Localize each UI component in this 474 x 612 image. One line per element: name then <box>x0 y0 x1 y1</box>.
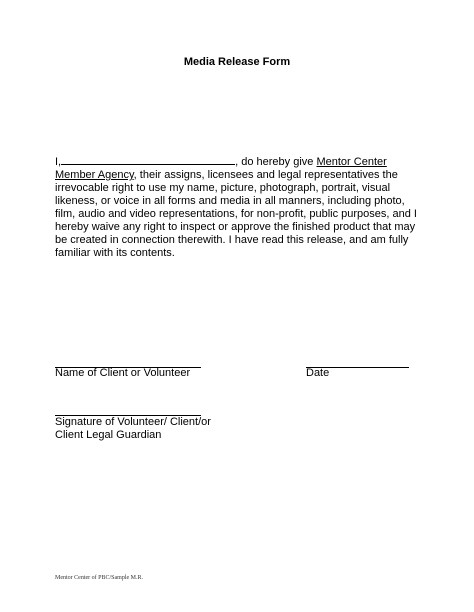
signature-label-line2: Client Legal Guardian <box>55 429 162 441</box>
body-after-blank: , do hereby give <box>235 156 317 168</box>
body-rest: , their assigns, licensees and legal representatives the irrevocable right to use my name, picture, photograph, portrait, visual likeness, or voice in all forms and media in all manners, including photo, film, audio and video representations, for non-profit, public purposes, and I hereby waive any right to inspect or approve the finished product that may be created in connection therewith. I have read this release, and am fully familiar with its contents. <box>55 169 417 259</box>
body-prefix: I, <box>55 156 62 168</box>
client-name-label: Name of Client or Volunteer <box>55 367 191 379</box>
agency-name: Mentor Center Member Agency <box>55 156 387 181</box>
name-blank-line <box>61 154 235 165</box>
page-title: Media Release Form <box>183 56 291 68</box>
signature-label-line1: Signature of Volunteer/ Client/or <box>55 416 211 428</box>
release-body <box>55 154 421 260</box>
date-label: Date <box>306 367 330 379</box>
footer-note: Mentor Center of PBC/Sample M.R. <box>55 575 143 581</box>
